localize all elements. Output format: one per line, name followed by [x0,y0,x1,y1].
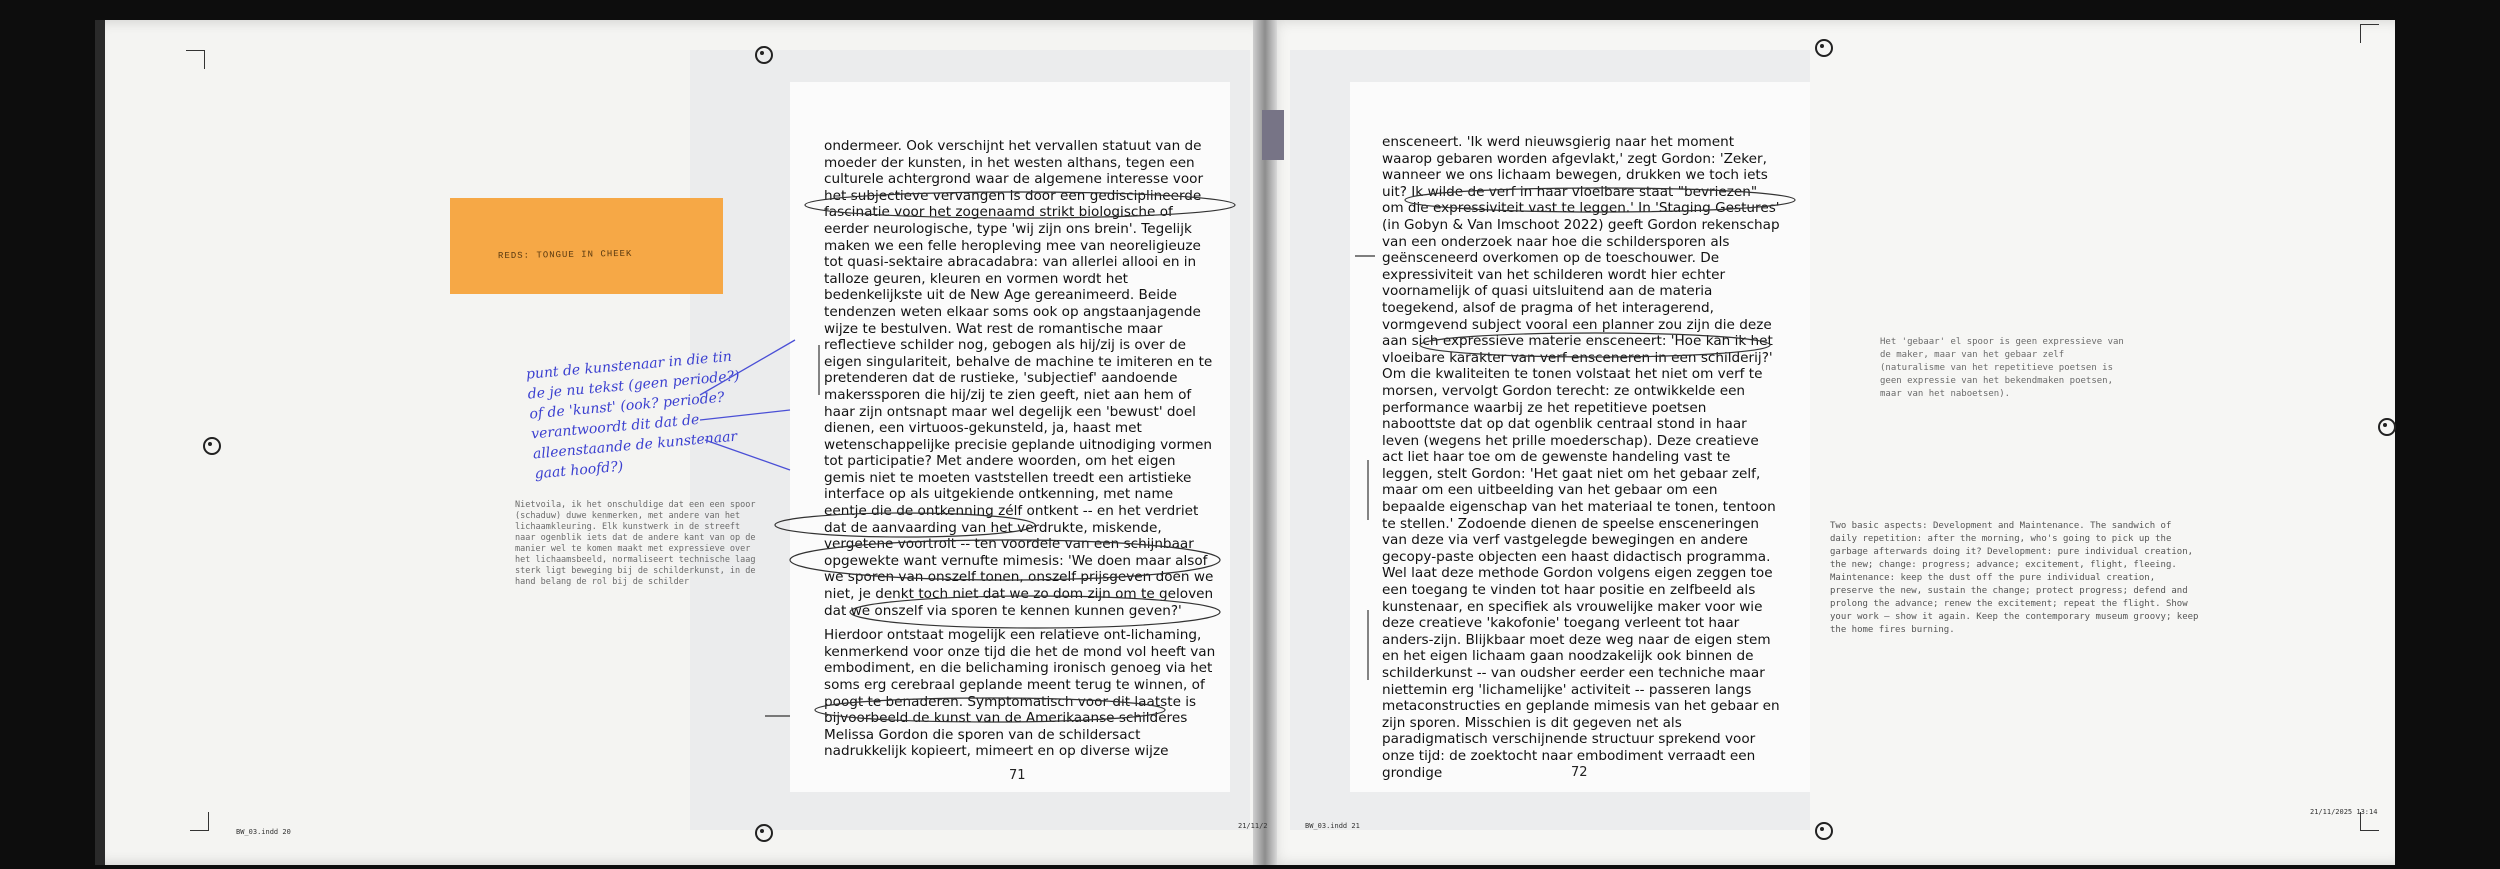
page-number-71: 71 [1009,768,1026,783]
page-72-paragraph-1: ensceneert. 'Ik werd nieuwsgierig naar het moment waarop gebaren worden afgevlakt,' zegt Gordon: 'Zeker, wanneer we ons lichaam bewegen, drukken we toch iets uit? Ik wilde de verf in haar vloeibare staat "bevriezen" om die expressiviteit vast te leggen.' In 'Staging Gestures' (in Gobyn & Van Imschoot 2022) geeft Gordon rekenschap van een onderzoek naar hoe die schildersporen als geënsceneerd overkomen op de toeschouwer. De expressiviteit van het schilderen wordt hier echter voornamelijk of quasi uitsluitend aan de materia toegekend, alsof de pragma of het interagerend, vormgevend subject vooral een planner zou zijn die deze aan sich expressieve materie ensceneert: 'Hoe kan ik het vloeibare karakter van verf ensceneren in een schilderij?' Om die kwaliteiten te tonen volstaat het niet om verf te morsen, vervolgt Gordon terecht: ze ontwikkelde een performance waarbij ze het repetitieve poetsen naboottste dat op dat ogenblik centraal stond in haar leven (wegens het prille moederschap). Deze creatieve act liet haar toe om de gewenste handeling vast te leggen, stelt Gordon: 'Het gaat niet om het gebaar zelf, maar om een uitbeelding van het gebaar om een bepaalde eigenschap van het materiaal te tonen, tentoon te stellen.' Zodoende dienen de speelse ensceneringen van deze via verf vastgelegde bewegingen en andere gecopy-paste objecten een haast didactisch programma. Wel laat deze methode Gordon volgens eigen zeggen toe een toegang te vinden tot haar positie en zelfbeeld als kunstenaar, en specifiek als vrouwelijke maker voor wie deze creatieve 'kakofonie' toegang verleent tot haar anders-zijn. Blijkbaar moet deze weg naar de eigen stem en het eigen lichaam gaan noodzakelijk ook binnen de schilderkunst -- van oudsher eerder een techniche maar niettemin erg 'lichamelijke' activiteit -- passeren langs metaconstructies en geplande mimesis van het gebaar en zijn sporen. Misschien is dit gegeven net als paradigmatisch verschijnende structuur sprekend voor onze tijd: de zoektocht naar embodiment verraadt een grondige [1382,134,1780,781]
page-71-paragraph-1: ondermeer. Ook verschijnt het vervallen statuut van de moeder der kunsten, in het westen althans, tegen een culturele achtergrond waar de algemene interesse voor het subjectieve vervangen is door een gedisciplineerde fascinatie voor het zogenaamd strikt biologische of eerder neurologische, type 'wij zijn ons brein'. Tegelijk maken we een felle heropleving mee van neoreligieuze tot quasi-sektaire abracadabra: van allerlei allooi en in talloze geuren, kleuren en vormen wordt het bedenkelijkste uit de New Age gereanimeerd. Beide tendenzen weten elkaar soms ook op angstaanjagende wijze te bestulven. Wat rest de romantische maar reflectieve schilder nog, gebogen als hij/zij is over de eigen singulariteit, behalve de machine te imiteren en te pretenderen dat de rustieke, 'subjectief' aandoende makerssporen die hij/zij te zien geeft, niet aan hem of haar zijn ontsnapt maar wel degelijk een 'bewust' doel dienen, een virtuoos-gekunsteld, ja, haast met wetenschappelijke precisie geplande uitnodiging vormen tot participatie? Met andere woorden, om het eigen gemis niet te moeten vaststellen treedt een artistieke interface op als uitgekiende ontkenning, met name eentje die de ontkenning zélf ontkent -- en het verdriet dat de aanvaarding van het verdrukte, miskende, vergetene voortrolt -- ten voordele van een schijnbaar opgewekte want vernufte mimesis: 'We doen maar alsof we sporen van onszelf tonen, onszelf prijsgeven doen we niet, je denkt toch niet dat we zo dom zijn om te geloven dat we onszelf via sporen te kennen kunnen geven?' [824,138,1214,619]
page-71-paragraph-2: Hierdoor ontstaat mogelijk een relatieve ont-lichaming, kenmerkend voor onze tijd die het de mond vol heeft van embodiment, en die belichaming ironisch genoeg via het soms erg cerebraal geplande meent terug te winnen, of poogt te benaderen. Symptomatisch voor dit laatste is bijvoorbeeld de kunst van de Amerikaanse schilderes Melissa Gordon die sporen van de schildersact nadrukkelijk kopieert, mimeert en op diverse wijze [824,627,1216,760]
registration-mark-icon [1815,822,1833,840]
page-71-text [824,138,1216,760]
handwritten-pencil-note-left: Nietvoila, ik het onschuldige dat een een spoor (schaduw) duwe kenmerken, met andere van het lichaamkleuring. Elk kunstwerk in de streeft naar ogenblik iets dat de andere kant van op de manier wel te komen maakt met expressieve over het lichaamsbeeld, normaliseert technische laag sterk ligt beweging bij de schilderkunst, in de hand belang de rol bij de schilder [515,500,756,587]
page-number-72: 72 [1571,765,1588,780]
handwritten-blue-note: punt de kunstenaar in die tin de je nu tekst (geen periode?) of de 'kunst' (ook? periode? verantwoordt dit dat de alleenstaande de kunstenaar gaat hoofd?) [525,348,741,483]
gutter-tab [1262,110,1284,160]
crop-mark [2360,24,2379,43]
registration-mark-icon [2378,418,2396,436]
crop-mark [186,50,205,69]
slug-left-date: 21/11/2 [1238,822,1268,830]
handwritten-pencil-note-right-bottom: Two basic aspects: Development and Maintenance. The sandwich of daily repetition: after the morning, who's going to pick up the garbage afterwards doing it? Development: pure individual creation, the new; change: progress; advance; excitement, flight, fleeing. Maintenance: keep the dust off the pure individual creation, preserve the new, sustain the change; protect progress; defend and prolong the advance; renew the excitement; repeat the flight. Show your work — show it again. Keep the contemporary museum groovy; keep the home fires burning. [1830,521,2199,635]
registration-mark-icon [755,46,773,64]
registration-mark-icon [755,824,773,842]
slug-mid-file: BW_03.indd 21 [1305,822,1360,830]
sticky-note-text: REDS: TONGUE IN CHEEK [497,248,633,262]
slug-right-date: 21/11/2025 13:14 [2310,808,2378,816]
handwritten-pencil-note-right-top: Het 'gebaar' el spoor is geen expressieve van de maker, maar van het gebaar zelf (naturalisme van het repetitieve poetsen is geen expressie van het bekendmaken poetsen, maar van het naboetsen). [1880,337,2124,399]
registration-mark-icon [203,437,221,455]
registration-mark-icon [1815,39,1833,57]
sticky-note [450,198,723,294]
page-72-text [1382,134,1782,781]
slug-left-file: BW_03.indd 20 [236,828,291,836]
crop-mark [190,812,209,831]
